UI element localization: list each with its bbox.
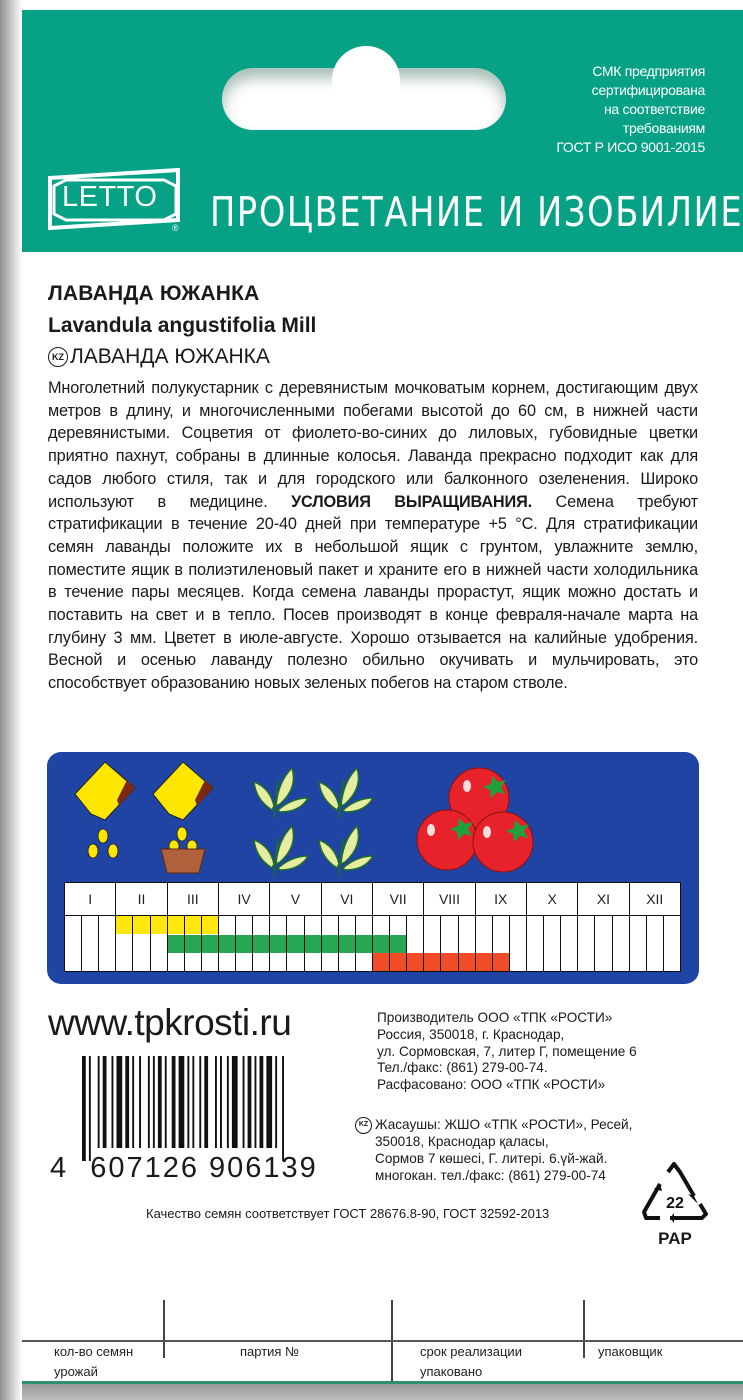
packed-label: упаковано xyxy=(420,1364,483,1379)
header-band xyxy=(0,10,743,252)
batch-label: партия № xyxy=(240,1344,300,1359)
month-cell: VIII xyxy=(424,883,475,915)
month-cell: VI xyxy=(322,883,373,915)
seedling-icon xyxy=(254,768,373,876)
growing-conditions-heading: УСЛОВИЯ ВЫРАЩИВАНИЯ. xyxy=(291,492,533,511)
month-cell: XII xyxy=(646,891,664,907)
package-edge-shadow xyxy=(0,0,22,1400)
month-cell: X xyxy=(527,883,578,915)
barcode-icon xyxy=(80,1056,330,1161)
kz-badge-icon: KZ xyxy=(48,347,68,367)
product-name-latin: Lavandula angustifolia Mill xyxy=(48,314,317,337)
product-name-kz: KZ ЛАВАНДА ЮЖАНКА xyxy=(48,345,270,369)
quality-statement: Качество семян соответствует ГОСТ 28676.8-90, ГОСТ 32592-2013 xyxy=(146,1206,550,1221)
hang-hole xyxy=(222,68,506,130)
month-cell: IX xyxy=(476,883,527,915)
month-cell: VII xyxy=(373,883,424,915)
brand-name: LETTO xyxy=(62,181,158,213)
seed-count-label: кол-во семян xyxy=(54,1344,134,1359)
certification-text: СМК предприятия сертифицирована на соответствие требованиям ГОСТ Р ИСО 9001-2015 xyxy=(556,63,705,155)
month-cell: III xyxy=(168,883,219,915)
description: Многолетний полукустарник с деревянистым мочковатым корнем, достигающим двух метров в длину, и многочисленными побегами высотой до 60 см, в нижней части деревянистыми. Соцветия от фиолето-во-синих до лиловых, губовидные цветки приятно пахнут, собраны в длинные колосья. Лаванда прекрасно подходит как для садов любого стиля, так и для городского или балконного озеленения. Широко используют в медицине. УСЛОВИЯ ВЫРАЩИВАНИЯ. Семена требуют стратификации в течение 20-40 дней при температуре +5 °С. Для стратификации семян лаванды положите их в небольшой ящик с грунтом, увлажните землю, поместите ящик в полиэтиленовый пакет и храните его в нижней части холодильника в течение пары месяцев. Когда семена лаванды прорастут, ящик можно достать и поставить на свет и в тепло. Посев производят в конце февраля-начале марта на глубину 3 мм. Цветет в июле-августе. Хорошо отзывается на калийные удобрения. Весной и осенью лаванду полезно обильно окучивать и мульчировать, это способствует образованию новых зеленых побегов на старом стволе. xyxy=(48,379,698,693)
month-cell: XI xyxy=(578,883,629,915)
manufacturer-info: Производитель ООО «ТПК «РОСТИ» Россия, 350018, г. Краснодар, ул. Сормовская, 7, литер Г, помещение 6 Тел./факс: (861) 279-00-74. Расфасовано: ООО «ТПК «РОСТИ» xyxy=(377,1010,637,1093)
recycle-label: PAP xyxy=(658,1229,692,1248)
website-link[interactable]: www.tpkrosti.ru xyxy=(48,1002,292,1043)
bottom-edge-shadow xyxy=(0,1384,743,1400)
slogan: ПРОЦВЕТАНИЕ И ИЗОБИЛИЕ xyxy=(210,188,743,236)
kz-badge-icon: KZ xyxy=(355,1117,372,1134)
registered-mark: ® xyxy=(172,223,179,233)
svg-text:22: 22 xyxy=(666,1195,684,1212)
planting-calendar xyxy=(47,752,699,984)
decade-grid xyxy=(64,916,681,972)
month-cell: II xyxy=(116,883,167,915)
expiry-label: срок реализации xyxy=(420,1344,522,1359)
seed-packet-icon xyxy=(75,762,135,858)
tomato-harvest-icon xyxy=(417,768,533,872)
packer-label: упаковщик xyxy=(598,1344,663,1359)
batch-info-table xyxy=(8,1300,743,1384)
month-table xyxy=(64,882,681,972)
product-name-ru: ЛАВАНДА ЮЖАНКА xyxy=(48,282,260,305)
harvest-label: урожай xyxy=(54,1364,98,1379)
barcode-number: 4 607126 906139 xyxy=(50,1152,318,1184)
month-cell: I xyxy=(65,883,116,915)
letto-logo xyxy=(46,168,182,230)
recycle-symbol xyxy=(640,1160,710,1248)
month-cell: V xyxy=(270,883,321,915)
seed-packet-pot-icon xyxy=(153,762,213,873)
month-header-row xyxy=(64,882,681,916)
month-cell: IV xyxy=(219,883,270,915)
recycle-triangle-icon xyxy=(640,1160,710,1226)
calendar-icons xyxy=(47,752,699,877)
manufacturer-info-kz: KZ Жасаушы: ЖШО «ТПК «РОСТИ», Ресей, 350018, Краснодар қаласы, Сормов 7 көшесі, Г. литері. 6.үй-жай. многокан. тел./факс: (861) 279-00-74 xyxy=(355,1117,632,1184)
